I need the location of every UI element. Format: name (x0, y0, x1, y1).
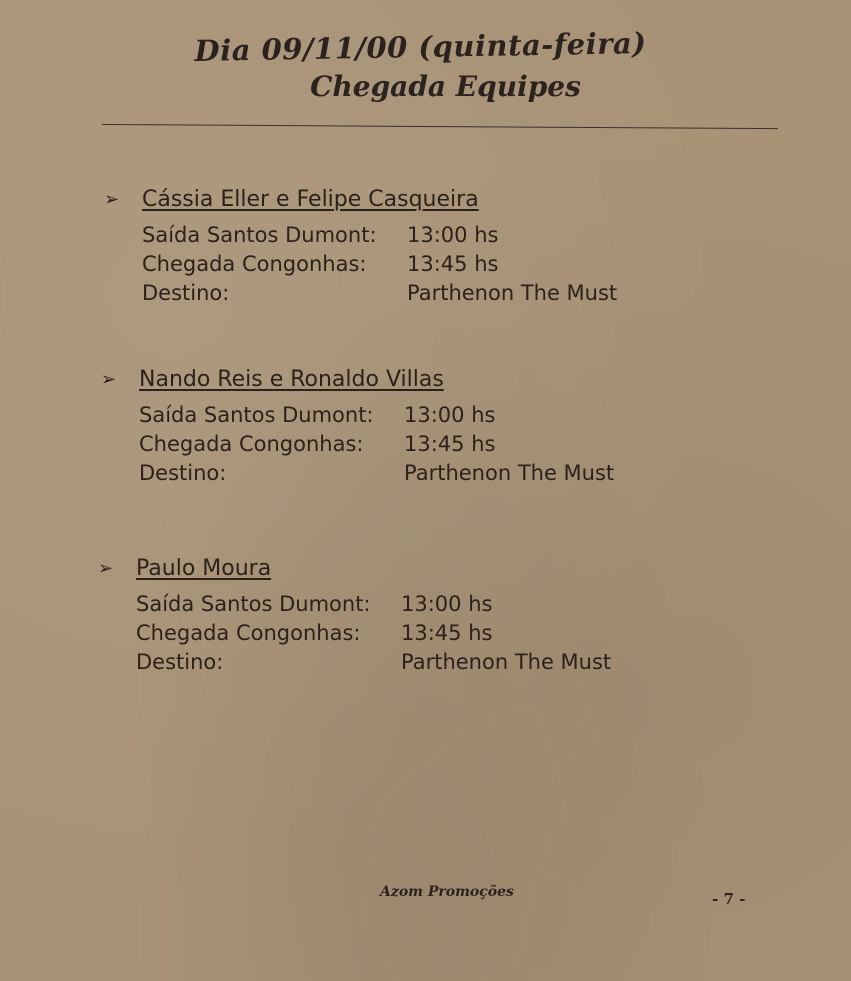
team-name: Paulo Moura (136, 555, 272, 581)
page-header (0, 26, 851, 103)
row-value: 13:45 hs (401, 620, 493, 645)
row-value: 13:00 hs (407, 222, 499, 247)
schedule-row (142, 278, 664, 307)
team-name: Cássia Eller e Felipe Casqueira (142, 186, 479, 212)
team-heading (104, 184, 664, 214)
row-label: Destino: (136, 649, 224, 674)
footer-brand: Azom Promoções (380, 884, 514, 900)
page-number: - 7 - (712, 890, 746, 908)
row-value: 13:00 hs (401, 591, 493, 616)
row-label: Destino: (139, 460, 227, 485)
team-schedule (142, 220, 664, 307)
team-name: Nando Reis e Ronaldo Villas (139, 366, 444, 392)
row-value: 13:00 hs (404, 402, 496, 427)
row-label: Destino: (142, 280, 230, 305)
schedule-row (139, 429, 661, 458)
team-block (104, 184, 664, 307)
schedule-row (136, 618, 658, 647)
row-label: Chegada Congonhas: (136, 620, 361, 645)
row-label: Saída Santos Dumont: (142, 222, 377, 247)
schedule-row (139, 400, 661, 429)
header-date: Dia 09/11/00 (quinta-feira) (194, 26, 647, 68)
row-value: Parthenon The Must (401, 649, 612, 674)
schedule-row (139, 458, 661, 487)
schedule-row (136, 647, 658, 676)
team-schedule (139, 400, 661, 487)
schedule-row (142, 249, 664, 278)
page-title: Chegada Equipes (310, 70, 581, 103)
schedule-row (142, 220, 664, 249)
schedule-row (136, 589, 658, 618)
team-block (101, 364, 661, 487)
row-value: 13:45 hs (404, 431, 496, 456)
row-value: Parthenon The Must (404, 460, 615, 485)
row-label: Saída Santos Dumont: (139, 402, 374, 427)
arrow-bullet-icon: ➢ (98, 557, 114, 579)
header-divider (102, 124, 778, 129)
row-value: Parthenon The Must (407, 280, 618, 305)
team-heading (101, 364, 661, 394)
arrow-bullet-icon: ➢ (101, 368, 117, 390)
row-label: Chegada Congonhas: (139, 431, 364, 456)
row-label: Chegada Congonhas: (142, 251, 367, 276)
team-schedule (136, 589, 658, 676)
row-label: Saída Santos Dumont: (136, 591, 371, 616)
team-block (98, 553, 658, 676)
arrow-bullet-icon: ➢ (104, 188, 120, 210)
row-value: 13:45 hs (407, 251, 499, 276)
team-heading (98, 553, 658, 583)
